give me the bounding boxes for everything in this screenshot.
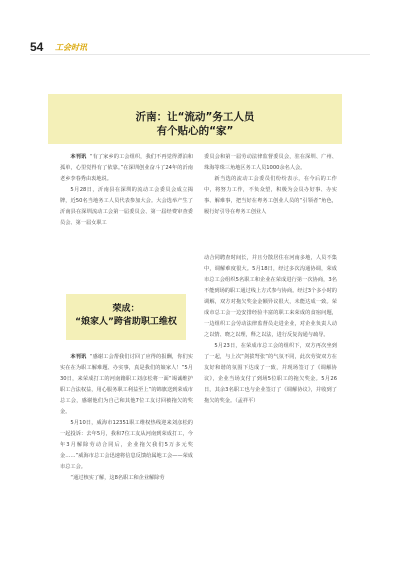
- article2-end-mark: （孟祥平）: [235, 398, 259, 404]
- article2-title: [66, 303, 186, 329]
- article2-left-column: [60, 352, 193, 484]
- header-divider: [30, 54, 370, 55]
- page-number: 54: [30, 40, 44, 54]
- article1-paragraph-text: “有了家乡的工会组织，我们不再觉得漂泊和孤单，心里觉得有了依靠。”在深圳创业奋斗了24年的沂南老乡李春秀由衷地说。: [60, 154, 193, 182]
- article1-paragraph: 新当选的流动工会委员们纷纷表示，在今后的工作中，将努力工作，不负众望，积极为会员办好事、办实事、解难事，把当好在粤务工创业人员的“引领者”角色，履行好引导在粤务工创业人: [204, 176, 337, 215]
- article2-paragraph-text: 5月23日，在荣成市总工会的组织下，双方再次坐到了一起，与上次“剑拔弩张”的气氛不同，此次劳资双方在友好和谐的氛围下达成了一致，并现场签订了《调解协议》，企业当场支付了到场5位职工的拖欠奖金。5月26日，其余3名职工也与企业签订了《调解协议》，并收到了拖欠的奖金。: [204, 343, 337, 404]
- article1-title-line2: 有个贴心的“家”: [156, 125, 234, 137]
- article2-title-line1: 荣成：: [112, 304, 140, 314]
- article1-paragraph: [60, 152, 193, 185]
- article2-right-column: [204, 253, 337, 407]
- article1-byline: 本刊讯: [70, 154, 87, 160]
- section-tag: 工会时讯: [55, 43, 87, 52]
- article1-paragraph: 5月28日，沂南县在深圳的流动工会委员会成立揭牌，近50名当地务工人员代表参加大会。大会选举产生了沂南县在深圳流动工会第一届委员会、第一届经费审查委员会、第一届女职工: [60, 187, 193, 226]
- article1-title-line1: 沂南：让“流动”务工人员: [135, 111, 255, 123]
- article1-paragraph: 委员会和第一届劳动法律监督委员会，驻在深圳、广州、珠海等珠三角地区务工人员1000余名人会。: [204, 154, 337, 171]
- article2-paragraph-text: “感谢工会帮我们讨回了应得的报酬，你们实实在在为职工解难题、办实事，真是我们的娘家人！”5月30日，来荣成打工的河南籍职工刘彦松将一面“竭诚维护职工合法权益，用心服务职工利益至上”的锦旗送到荣成市总工会，感谢他们为自己和其他7位工友讨回被拖欠的奖金。: [60, 354, 193, 415]
- article2-paragraph: [60, 352, 193, 418]
- article2-paragraph: “通过核实了解，这8名职工和企业解除劳: [70, 475, 165, 481]
- article2-paragraph: 5月10日，威海市12351职工维权热线迎来刘彦松的一起投诉：去年5月，我和7位工友从河南到荣成打工，今年3月解除劳动合同后，企业拖欠我们5万多元奖金……”威海市总工会迅速将信息反馈给属地工会——荣成市总工会。: [60, 420, 193, 470]
- article1-left-column: [60, 152, 193, 229]
- article2-paragraph: 动合同聘查时间长，并且分散居住在河南多地，人员不集中，调解难度很大。5月18日，经过多次沟通协调，荣成市总工会组织5名职工和企业在荣成进行第一次协商，3名不能到场的职工通过线上方式参与协商。经过3个多小时的调解，双方对拖欠奖金金额异议很大，未能达成一致。荣成市总工会一边安排经验丰富的职工来荣成的食宿问题，一边组织工会劳动法律监督员走进企业，对企业负责人动之以情、晓之以理，释之以法，进行反复沟通与疏导。: [204, 255, 337, 338]
- article2-byline: 本刊讯: [70, 354, 87, 360]
- article2-title-line2: “娘家人”跨省助职工维权: [75, 317, 177, 327]
- article1-title: [48, 110, 342, 138]
- article2-paragraph: [204, 341, 337, 407]
- article1-right-column: [204, 152, 337, 218]
